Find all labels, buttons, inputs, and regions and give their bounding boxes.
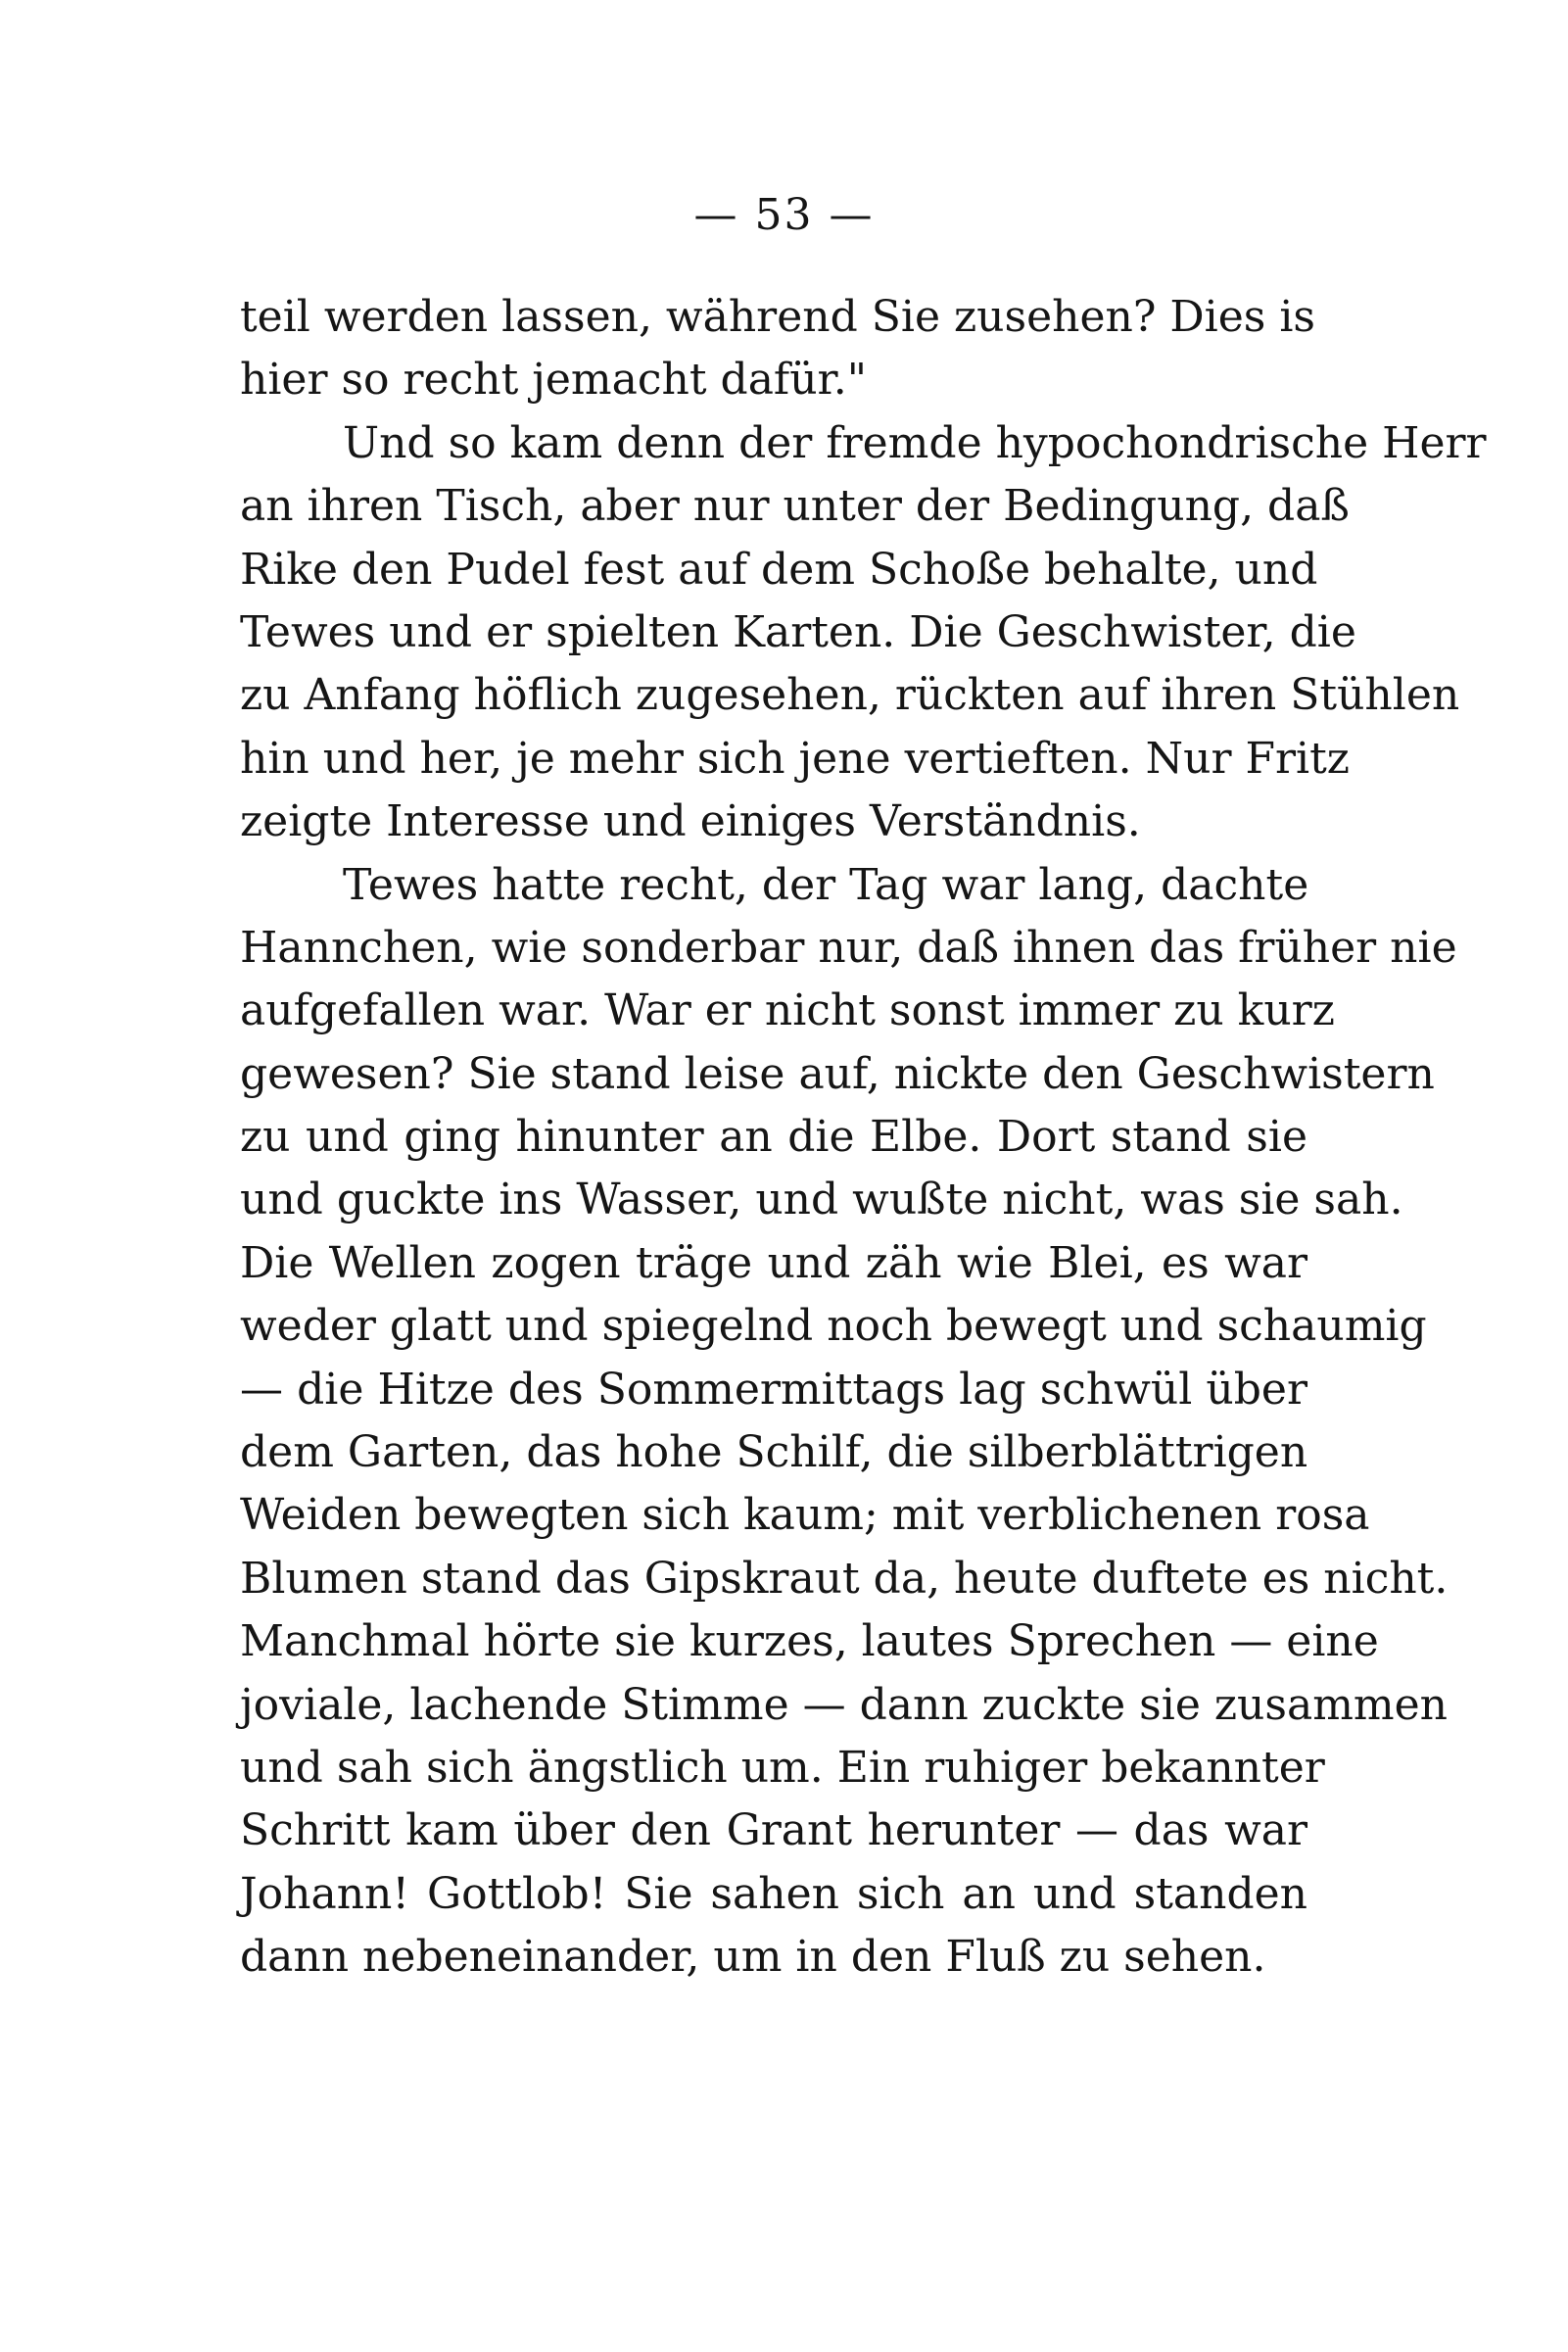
text-line: zu Anfang höflich zugesehen, rückten auf ihren Stühlen	[240, 670, 1460, 721]
text-line: Rike den Pudel fest auf dem Schoße behalte, und	[240, 544, 1318, 595]
text-line: zeigte Interesse und einiges Verständnis.	[240, 796, 1141, 847]
text-line: weder glatt und spiegelnd noch bewegt und schaumig	[240, 1301, 1427, 1352]
text-line: und guckte ins Wasser, und wußte nicht, was sie sah.	[240, 1175, 1403, 1225]
text-line: dann nebeneinander, um in den Fluß zu sehen.	[240, 1932, 1266, 1983]
text-line: Blumen stand das Gipskraut da, heute duftete es nicht.	[240, 1553, 1449, 1604]
text-line: joviale, lachende Stimme — dann zuckte sie zusammen	[240, 1679, 1449, 1730]
text-line: und sah sich ängstlich um. Ein ruhiger bekannter	[240, 1742, 1325, 1793]
text-line: an ihren Tisch, aber nur unter der Bedingung, daß	[240, 481, 1350, 532]
text-line: aufgefallen war. War er nicht sonst immer zu kurz	[240, 985, 1335, 1036]
text-line: zu und ging hinunter an die Elbe. Dort stand sie	[240, 1112, 1307, 1163]
text-line: gewesen? Sie stand leise auf, nickte den Geschwistern	[240, 1048, 1435, 1099]
text-line: teil werden lassen, während Sie zusehen? Dies is	[240, 292, 1316, 342]
text-line: hier so recht jemacht dafür."	[240, 355, 867, 406]
page-number: — 53 —	[693, 190, 875, 240]
text-line: Hannchen, wie sonderbar nur, daß ihnen das früher nie	[240, 922, 1457, 973]
paragraph-first-line: Tewes hatte recht, der Tag war lang, dachte	[343, 859, 1309, 910]
paragraph-first-line: Und so kam denn der fremde hypochondrische Herr	[343, 417, 1487, 468]
text-line: hin und her, je mehr sich jene vertieften. Nur Fritz	[240, 733, 1350, 784]
text-line: Weiden bewegten sich kaum; mit verblichenen rosa	[240, 1490, 1370, 1541]
text-line: Johann! Gottlob! Sie sahen sich an und standen	[240, 1868, 1307, 1919]
body-text	[240, 286, 1487, 1990]
text-line: Die Wellen zogen träge und zäh wie Blei, es war	[240, 1237, 1307, 1288]
text-line: Schritt kam über den Grant herunter — das war	[240, 1805, 1307, 1856]
text-line: Manchmal hörte sie kurzes, lautes Sprechen — eine	[240, 1616, 1379, 1667]
text-line: dem Garten, das hohe Schilf, die silberblättrigen	[240, 1427, 1308, 1478]
text-line: Tewes und er spielten Karten. Die Geschwister, die	[240, 606, 1356, 657]
text-line: — die Hitze des Sommermittags lag schwül über	[240, 1364, 1307, 1415]
